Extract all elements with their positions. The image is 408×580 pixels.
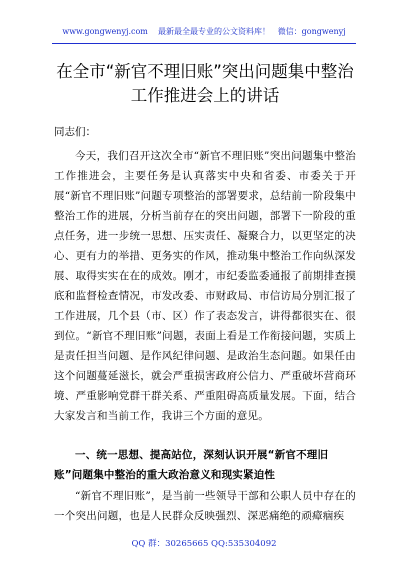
section-heading-1: 一、统一思想、提高站位，深刻认识开展“新官不理旧账”问题集中整治的重大政治意义和现实紧迫性: [54, 449, 329, 481]
wechat-id: 微信：gongwenyj: [277, 27, 346, 36]
header-divider: [52, 43, 356, 44]
site-slogan: 最新最全最专业的公文资料库！: [158, 27, 271, 36]
body-paragraph-intro: 今天，我们召开这次全市“新官不理旧账”突出问题集中整治工作推进会，主要任务是认真落实中央和省委、市委关于开展“新官不理旧账”问题专项整治的部署要求，总结前一阶段集中整治工作的进展，分析当前存在的突出问题，部署下一阶段的重点任务，进一步统一思想、压实责任、凝聚合力，以更坚定的决心、更有力的举措、更务实的作风，推动集中整治工作向纵深发展、取得实实在在的成效。刚才，市纪委监委通报了前期排查摸底和监督检查情况，市发改委、市财政局、市信访局分别汇报了工作进展，几个县（市、区）作了表态发言，讲得都很实在、很到位。“新官不理旧账”问题，表面上看是工作衔接问题，实质上是责任担当问题、是作风纪律问题、是政治生态问题。如果任由这个问题蔓延滋长，就会严重损害政府公信力、严重破坏营商环境、严重影响党群干群关系、严重阻碍高质量发展。下面，结合大家发言和当前工作，我讲三个方面的意见。: [54, 150, 356, 422]
salutation: 同志们：: [54, 126, 96, 138]
site-header: [0, 26, 408, 37]
body-paragraph-section-1: “新官不理旧账”，是当前一些领导干部和公职人员中存在的一个突出问题，也是人民群众反映强烈、深恶痛绝的顽瘴痼疾: [54, 490, 356, 522]
site-url-link[interactable]: www.gongwenyj.com: [62, 27, 148, 36]
document-title: 在全市“新官不理旧账”突出问题集中整治工作推进会上的讲话: [56, 62, 354, 105]
footer-contact: QQ 群：30265665 QQ:535304092: [131, 539, 277, 549]
